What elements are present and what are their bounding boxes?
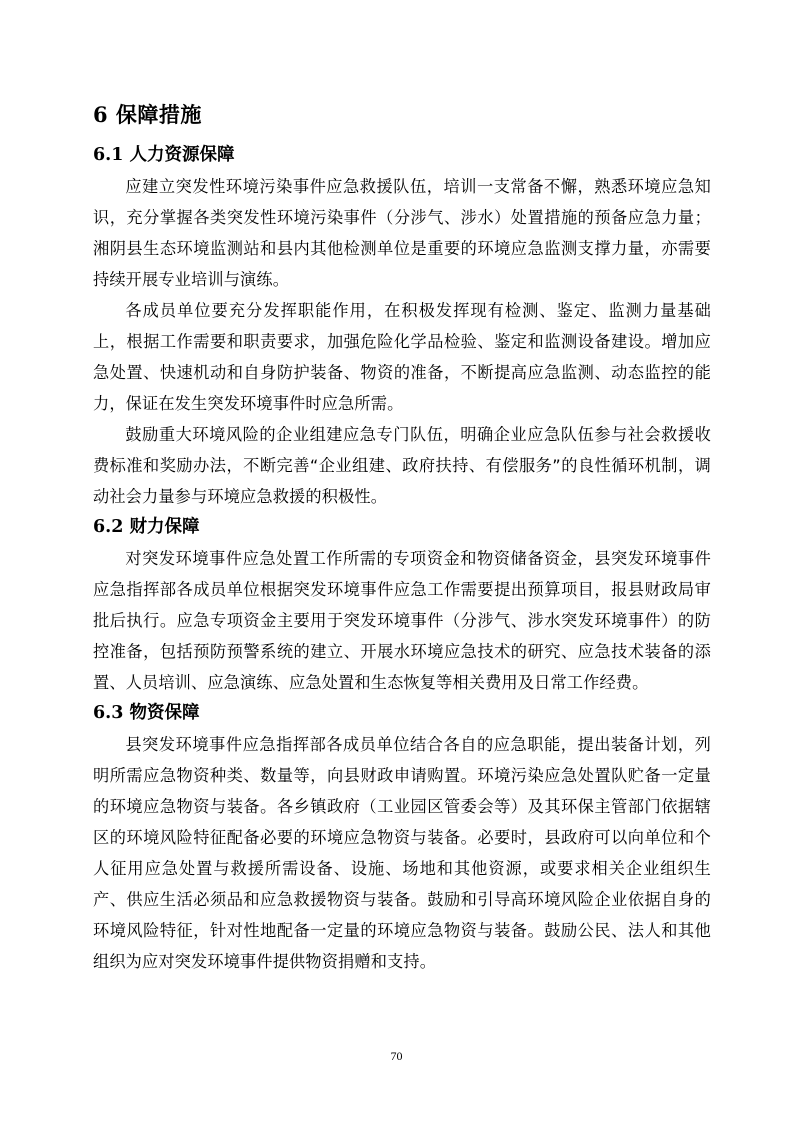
- page-number: 70: [390, 1049, 403, 1063]
- subsection-heading-6-2: 6.2 财力保障: [93, 517, 200, 537]
- section-title: 6 保障措施: [93, 102, 202, 127]
- paragraph-6-1-2: 各成员单位要充分发挥职能作用，在积极发挥现有检测、鉴定、监测力量基础上，根据工作需要和职责要求，加强危险化学品检验、鉴定和监测设备建设。增加应急处置、快速机动和自身防护装备、物资的准备，不断提高应急监测、动态监控的能力，保证在发生突发环境事件时应急所需。: [93, 301, 711, 413]
- paragraph-6-1-3: 鼓励重大环境风险的企业组建应急专门队伍，明确企业应急队伍参与社会救援收费标准和奖励办法，不断完善“企业组建、政府扶持、有偿服务”的良性循环机制，调动社会力量参与环境应急救援的积极性。: [93, 425, 711, 506]
- page-content: [93, 100, 711, 977]
- paragraph-6-3-1: 县突发环境事件应急指挥部各成员单位结合各自的应急职能，提出装备计划，列明所需应急物资种类、数量等，向县财政申请购置。环境污染应急处置队贮备一定量的环境应急物资与装备。各乡镇政府（工业园区管委会等）及其环保主管部门依据辖区的环境风险特征配备必要的环境应急物资与装备。必要时，县政府可以向单位和个人征用应急处置与救援所需设备、设施、场地和其他资源，或要求相关企业组织生产、供应生活必须品和应急救援物资与装备。鼓励和引导高环境风险企业依据自身的环境风险特征，针对性地配备一定量的环境应急物资与装备。鼓励公民、法人和其他组织为应对突发环境事件提供物资捐赠和支持。: [93, 735, 711, 971]
- paragraph-6-2-1: 对突发环境事件应急处置工作所需的专项资金和物资储备资金，县突发环境事件应急指挥部各成员单位根据突发环境事件应急工作需要提出预算项目，报县财政局审批后执行。应急专项资金主要用于突发环境事件（分涉气、涉水突发环境事件）的防控准备，包括预防预警系统的建立、开展水环境应急技术的研究、应急技术装备的添置、人员培训、应急演练、应急处置和生态恢复等相关费用及日常工作经费。: [93, 549, 711, 692]
- subsection-heading-6-1: 6.1 人力资源保障: [93, 145, 235, 165]
- subsection-heading-6-3: 6.3 物资保障: [93, 703, 200, 723]
- paragraph-6-1-1: 应建立突发性环境污染事件应急救援队伍，培训一支常备不懈，熟悉环境应急知识，充分掌握各类突发性环境污染事件（分涉气、涉水）处置措施的预备应急力量；湘阴县生态环境监测站和县内其他检测单位是重要的环境应急监测支撑力量，亦需要持续开展专业培训与演练。: [93, 177, 711, 289]
